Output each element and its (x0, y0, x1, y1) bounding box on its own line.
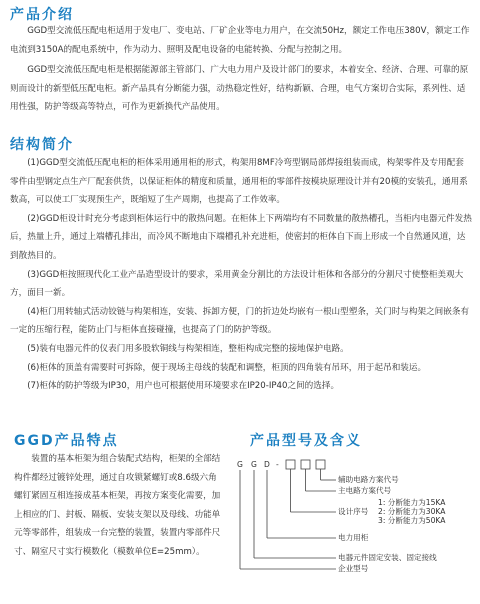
section-title-intro: 产品介绍 (10, 7, 74, 23)
code-letter-3: D (264, 460, 270, 469)
structure-text (10, 154, 472, 396)
features-text (14, 450, 222, 562)
label-fixed-install: 电器元件固定安装、固定接线 (338, 553, 437, 562)
label-main-circuit: 主电路方案代号 (338, 486, 392, 495)
features-paragraph: 装置的基本柜架为组合装配式结构，柜架的全部结构件都经过镀锌处理，通过自攻锁紧螺钉或8.6级六角螺钉紧固互相连接成基本柜架，再按方案变化需要，加上相应的门、封板、隔板、安装支架以及母线、功能单元等零部件，组装成一台完整的装置，装置内零部件尺寸、隔室尺寸实行模数化（模数单位E=25mm）。 (14, 454, 221, 557)
intro-paragraph-1: GGD型交流低压配电柜适用于发电厂、变电站、厂矿企业等电力用户，在交流50Hz，额定工作电压380V，额定工作电流到3150A的配电系统中，作为动力、照明及配电设备的电能转换、分配与控制之用。 (10, 26, 470, 55)
code-letter-1: G (237, 460, 243, 469)
label-design-option-1: 1: 分断能力为15KA (378, 498, 446, 507)
code-dash: - (276, 460, 279, 469)
structure-item-5: (5)装有电器元件的仪表门用多股软铜线与构架相连，整柜构成完整的接地保护电路。 (27, 343, 349, 354)
structure-item-3: (3)GGD柜按照现代化工业产品造型设计的要求，采用黄金分割比的方法设计柜体和各部分的分割尺寸使整柜美观大方，面目一新。 (10, 269, 464, 299)
code-letter-2: G (251, 460, 257, 469)
label-power-cabinet: 电力用柜 (338, 533, 369, 542)
model-code-diagram (236, 452, 476, 592)
section-title-structure: 结构简介 (10, 137, 74, 153)
intro-text (10, 22, 472, 117)
structure-item-4: (4)柜门用转轴式活动铰链与构架相连，安装、拆卸方便，门的折边处均嵌有一根山型塑条，关门时与构架之间嵌条有一定的压缩行程，能防止门与柜体直接碰撞，也提高了门的防护等级。 (10, 306, 470, 336)
label-design-option-2: 2: 分断能力为30KA (378, 507, 446, 516)
structure-item-7: (7)柜体的防护等级为IP30，用户也可根据使用环境要求在IP20-IP40之间的选择。 (27, 381, 340, 392)
structure-item-1: (1)GGD型交流低压配电柜的柜体采用通用柜的形式，构架用8MF冷弯型钢局部焊接组装而成，构架零件及专用配套零件由型钢定点生产厂配套供货，以保证柜体的精度和质量，通用柜的零部件按模块原理设计并有20模的安装孔，通用系数高，可以使工厂实现预生产，既缩短了生产周期，也提高了工作效率。 (10, 158, 468, 206)
section-title-features: GGD产品特点 (14, 433, 119, 449)
label-enterprise-model: 企业型号 (338, 564, 369, 573)
structure-item-6: (6)柜体的顶盖有需要时可拆除，便于现场主母线的装配和调整，柜顶的四角装有吊环，用于起吊和装运。 (27, 362, 427, 373)
label-design-number: 设计序号 (338, 507, 369, 516)
structure-item-2: (2)GGD柜设计时充分考虑到柜体运行中的散热问题。在柜体上下两端均有不同数量的散热槽孔，当柜内电器元件发热后，热量上升，通过上端槽孔排出，而冷风不断地由下端槽孔补充进柜，使密封的柜体自下而上形成一个自然通风道，达到散热目的。 (10, 213, 472, 261)
label-design-option-3: 3: 分断能力为50KA (378, 516, 446, 525)
intro-paragraph-2: GGD型交流低压配电柜是根据能源部主管部门、广大电力用户及设计部门的要求，本着安全、经济、合理、可靠的原则而设计的新型低压配电柜。新产品具有分断能力强，动热稳定性好，结构新颖、合理，电气方案切合实际，系列性、适用性强，防护等级高等特点，可作为更新换代产品使用。 (10, 65, 469, 113)
label-aux-circuit: 辅助电路方案代号 (338, 475, 399, 484)
section-title-model: 产品型号及含义 (250, 433, 362, 449)
